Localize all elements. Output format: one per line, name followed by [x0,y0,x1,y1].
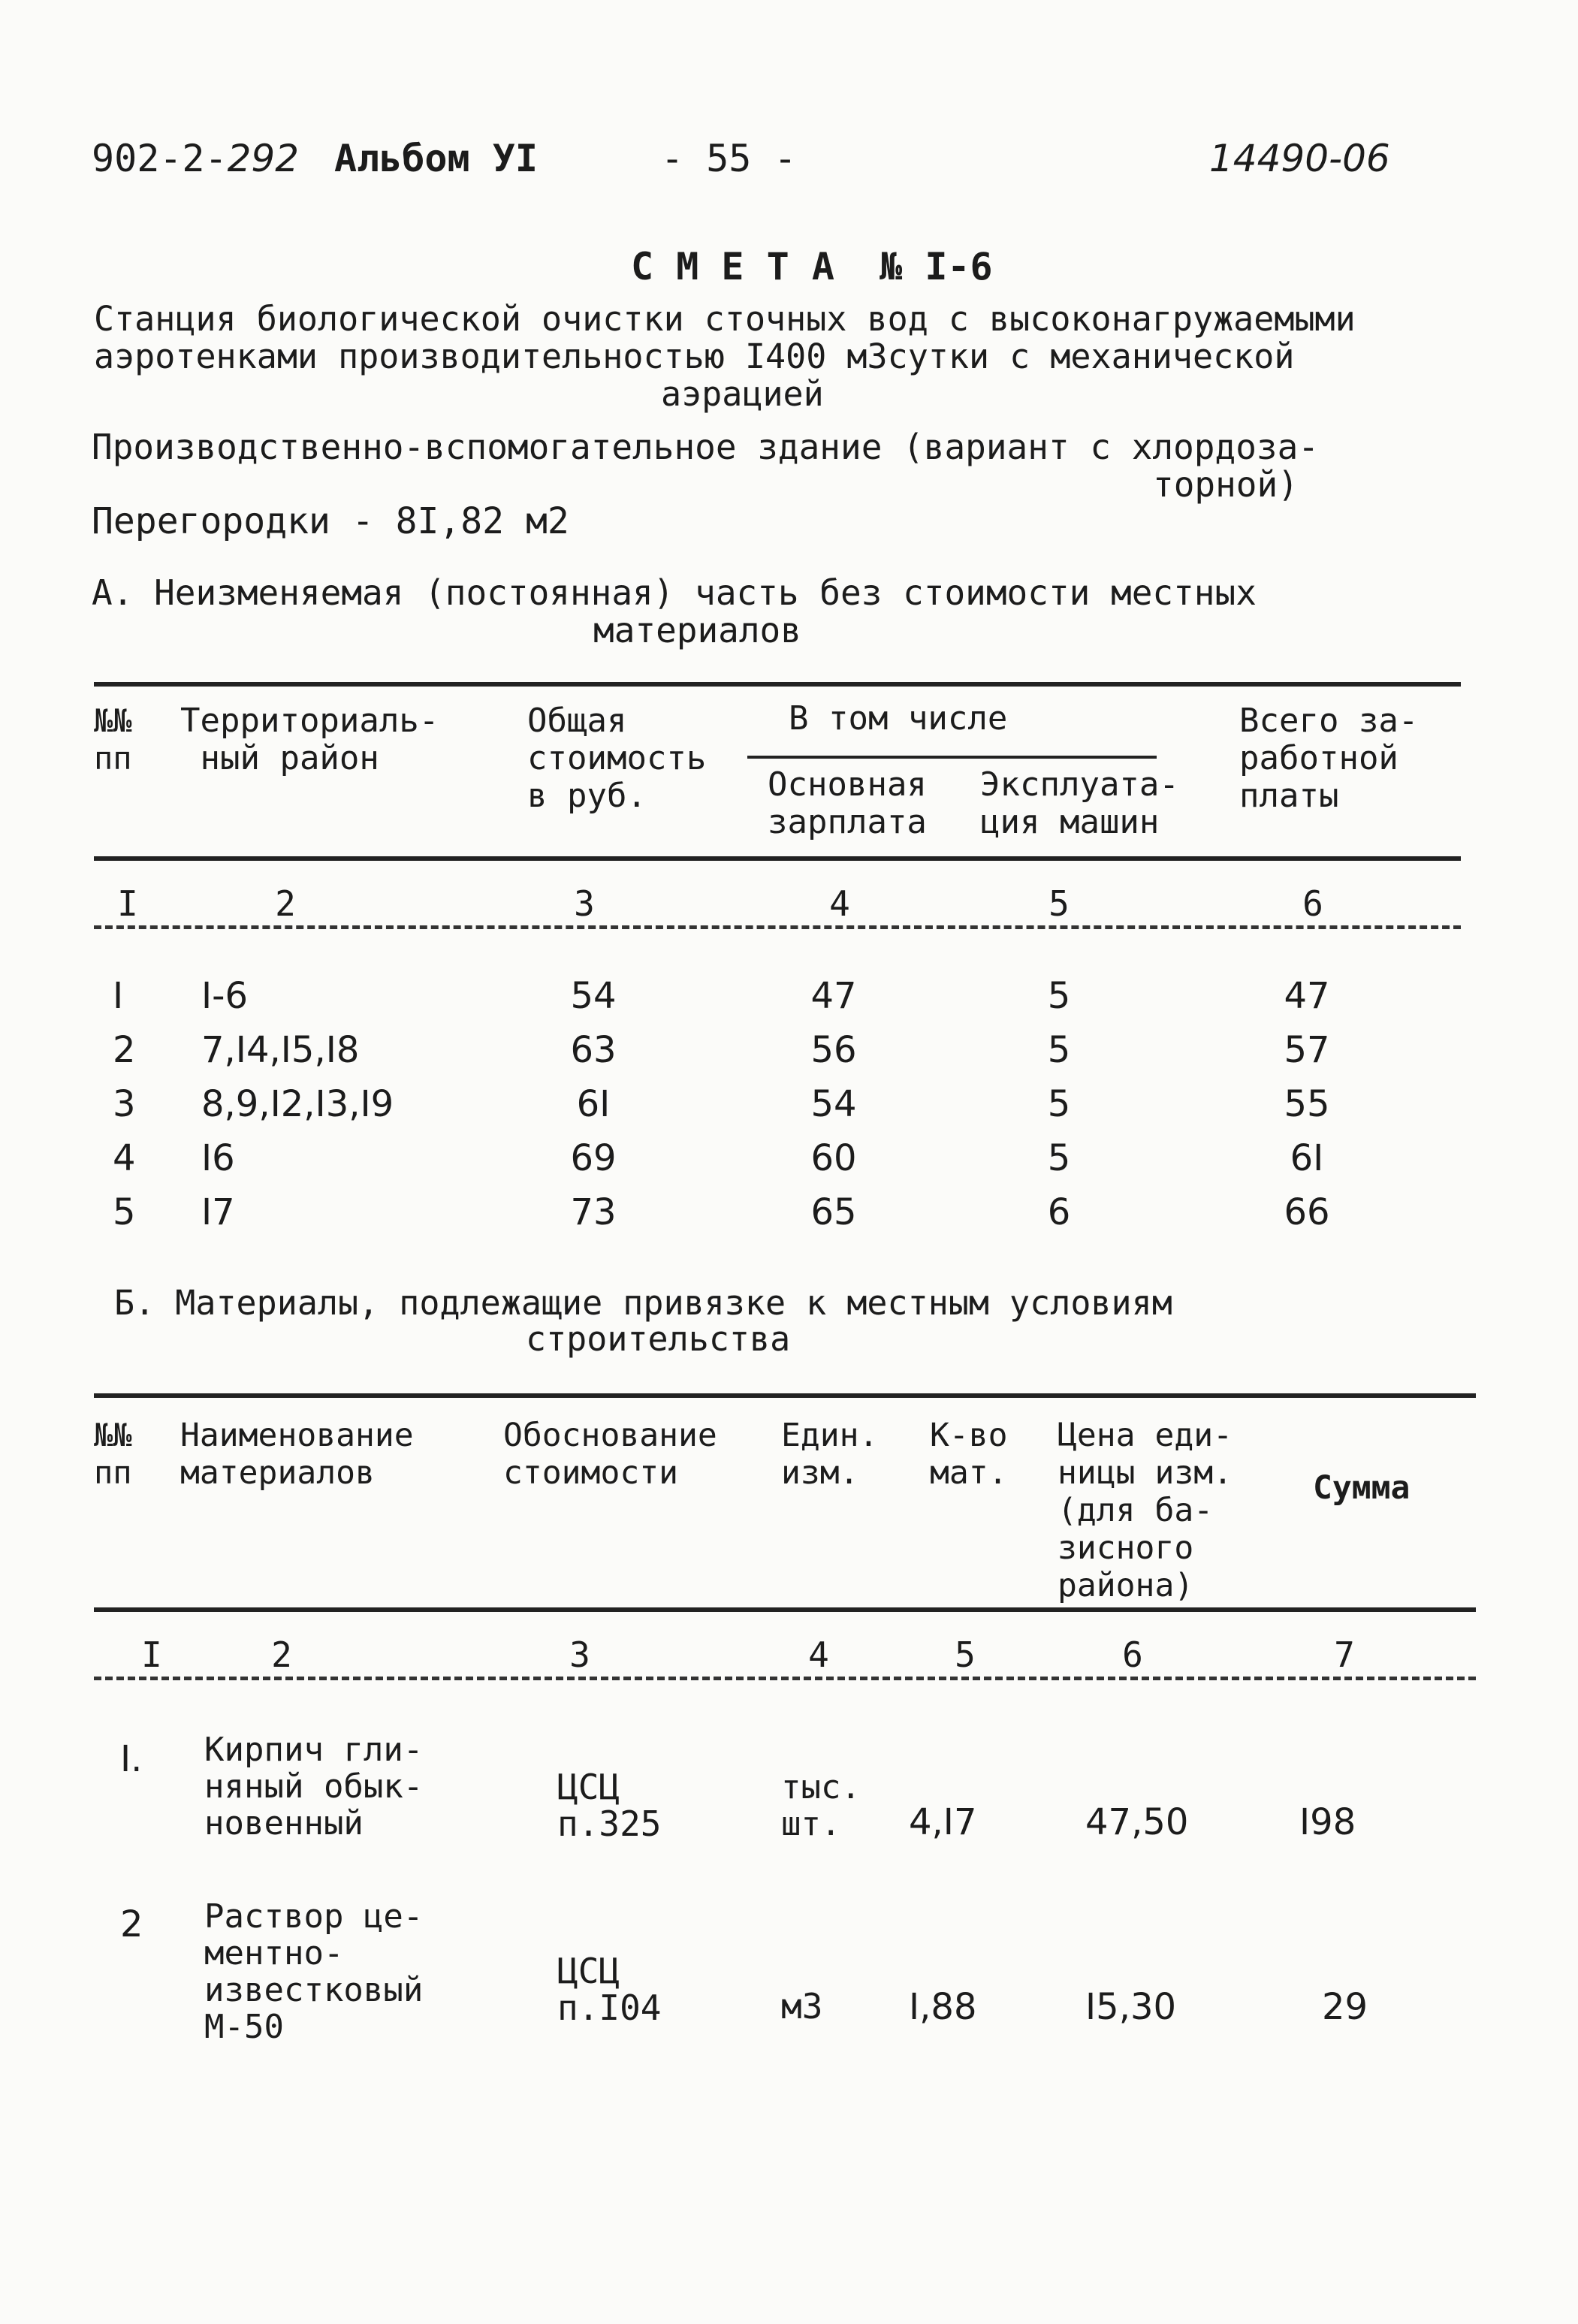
title-line-2: аэротенками производительностью I400 м3сутки с механической [94,337,1295,376]
cell-unit: м3 [781,1986,823,2027]
col-header-total: Общая стоимость в руб. [527,702,707,815]
cell-region: I7 [201,1191,235,1233]
cell-sum: 29 [1322,1986,1368,2028]
cell-machines: 5 [1047,1029,1071,1071]
col-header-price: Цена еди- ницы изм. (для ба- зисного района) [1058,1417,1233,1604]
col-header-no: №№ пп [94,702,132,777]
incl-rule [747,756,1157,759]
col-number: 6 [1302,883,1323,924]
col-number: 6 [1122,1634,1143,1675]
col-header-total-wage: Всего за- работной платы [1239,702,1419,815]
cell-total: 63 [570,1029,617,1071]
section-a-title-2: материалов [593,610,801,650]
table-b-dash-rule [94,1677,1476,1680]
cell-total-wage: 47 [1284,975,1330,1017]
cell-no: 2 [113,1029,136,1071]
col-header-sum: Сумма [1313,1469,1411,1507]
cell-unit: тыс. шт. [781,1768,861,1843]
col-number: 7 [1334,1634,1355,1675]
col-number: I [117,883,138,924]
cell-region: I-6 [201,975,249,1017]
col-number: 3 [569,1634,590,1675]
col-header-qty: К-во мат. [930,1417,1008,1492]
cell-wage: 65 [810,1191,857,1233]
album-label: Альбом УI [334,137,538,180]
col-header-machines: Эксплуата- ция машин [980,765,1179,841]
col-number: 2 [275,883,296,924]
cell-basis: ЦСЦ п.I04 [557,1951,662,2028]
table-a-header-rule [94,856,1461,861]
cell-machines: 5 [1047,1137,1071,1179]
cell-total: 69 [570,1137,617,1179]
cell-wage: 60 [810,1137,857,1179]
page-number: - 55 - [661,137,797,180]
cell-machines: 6 [1047,1191,1071,1233]
cell-name: Раствор це- ментно- известковый М-50 [204,1897,424,2046]
col-header-incl: В том числе [789,699,1008,738]
cell-no: I [113,975,124,1017]
cell-region: I6 [201,1137,235,1179]
col-number: 4 [829,883,850,924]
title-line-1: Станция биологической очистки сточных вод с высоконагружаемыми [94,299,1356,339]
col-header-unit: Един. изм. [781,1417,879,1492]
col-number: 5 [955,1634,976,1675]
doc-code [92,137,300,180]
section-b-title-1: Б. Материалы, подлежащие привязке к местным условиям [114,1283,1172,1323]
title-line-3: аэрацией [661,374,824,414]
cell-region: 8,9,I2,I3,I9 [201,1083,394,1125]
col-header-no: №№ пп [94,1417,132,1491]
col-header-region: Территориаль- ный район [180,702,439,777]
doc-code-handwritten: 292 [227,137,300,180]
cell-no: I. [120,1738,143,1780]
cell-name: Кирпич гли- няный обык- новенный [204,1731,424,1843]
cell-qty: I,88 [909,1986,977,2028]
table-b-top-rule [94,1393,1476,1398]
cell-no: 2 [120,1903,143,1945]
col-header-name: Наименование материалов [180,1417,414,1492]
cell-wage: 47 [810,975,857,1017]
col-number: 2 [271,1634,292,1675]
doc-code-prefix: 902-2- [92,137,228,180]
cell-no: 5 [113,1191,136,1233]
col-header-wage: Основная зарплата [768,765,927,841]
cell-machines: 5 [1047,1083,1071,1125]
cell-machines: 5 [1047,975,1071,1017]
cell-total-wage: 57 [1284,1029,1330,1071]
col-number: 3 [574,883,595,924]
cell-region: 7,I4,I5,I8 [201,1029,360,1071]
table-a-dash-rule [94,925,1461,929]
section-a-title-1: А. Неизменяемая (постоянная) часть без стоимости местных [92,572,1257,613]
cell-qty: 4,I7 [909,1801,977,1843]
cell-total-wage: 66 [1284,1191,1330,1233]
cell-wage: 54 [810,1083,857,1125]
col-number: I [141,1634,162,1675]
building-line-2: торной) [1153,464,1299,505]
table-b-header-rule [94,1607,1476,1612]
estimate-heading: С М Е Т А № I-6 [631,245,993,288]
cell-wage: 56 [810,1029,857,1071]
cell-total: 73 [570,1191,617,1233]
col-number: 4 [808,1634,829,1675]
partitions-line: Перегородки - 8I,82 м2 [92,500,569,542]
col-number: 5 [1048,883,1070,924]
cell-total-wage: 6I [1290,1137,1324,1179]
cell-total: 6I [576,1083,611,1125]
cell-price: I5,30 [1085,1986,1177,2028]
col-header-basis: Обоснование стоимости [503,1417,717,1492]
table-a-top-rule [94,682,1461,687]
cell-total-wage: 55 [1284,1083,1330,1125]
cell-price: 47,50 [1085,1801,1189,1843]
cell-total: 54 [570,975,617,1017]
archive-number: 14490-06 [1209,137,1390,180]
cell-basis: ЦСЦ п.325 [557,1767,662,1844]
cell-sum: I98 [1299,1801,1356,1843]
building-line-1: Производственно-вспомогательное здание (вариант с хлордоза- [92,427,1319,467]
cell-no: 4 [113,1137,136,1179]
section-b-title-2: строительства [526,1319,791,1359]
cell-no: 3 [113,1083,136,1125]
